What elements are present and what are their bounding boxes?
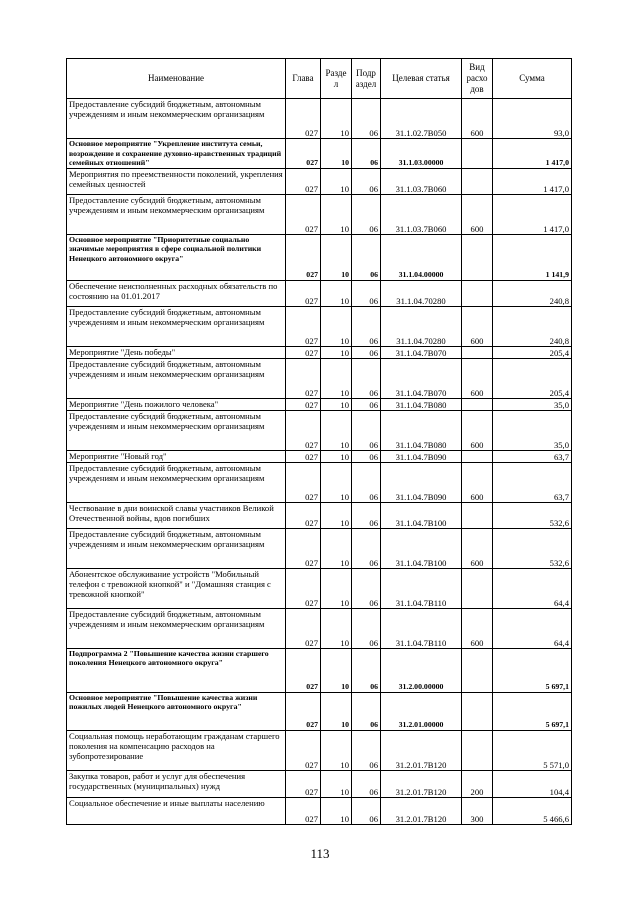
row-target: 31.1.04.7В090 [381, 450, 462, 462]
row-chapter: 027 [286, 410, 321, 450]
row-section: 10 [321, 139, 352, 169]
table-row [67, 358, 572, 398]
row-target: 31.1.04.70280 [381, 306, 462, 346]
table-row [67, 730, 572, 770]
table-row [67, 168, 572, 194]
row-chapter: 027 [286, 280, 321, 306]
row-sum: 5 697,1 [493, 692, 572, 730]
row-sum: 64,4 [493, 608, 572, 648]
row-chapter: 027 [286, 234, 321, 280]
table-row [67, 139, 572, 169]
row-kind [462, 692, 493, 730]
row-kind: 600 [462, 462, 493, 502]
row-name: Обеспечение неисполненных расходных обязательств по состоянию на 01.01.2017 [67, 280, 286, 306]
row-section: 10 [321, 692, 352, 730]
table-body [67, 99, 572, 825]
row-target: 31.1.04.7В080 [381, 410, 462, 450]
row-subsection: 06 [352, 648, 381, 692]
row-kind [462, 730, 493, 770]
row-sum: 1 141,9 [493, 234, 572, 280]
row-name: Основное мероприятие "Приоритетные социально значимые мероприятия в сфере социальной политики Ненецкого автономного округа" [67, 234, 286, 280]
header-sum: Сумма [493, 59, 572, 99]
table-row [67, 99, 572, 139]
row-sum: 5 466,6 [493, 797, 572, 824]
row-name: Предоставление субсидий бюджетным, автономным учреждениям и иным некоммерческим организациям [67, 99, 286, 139]
row-name: Социальное обеспечение и иные выплаты населению [67, 797, 286, 824]
table-row [67, 234, 572, 280]
row-kind: 600 [462, 306, 493, 346]
row-sum: 93,0 [493, 99, 572, 139]
row-sum: 35,0 [493, 398, 572, 410]
row-chapter: 027 [286, 502, 321, 528]
row-subsection: 06 [352, 692, 381, 730]
row-subsection: 06 [352, 608, 381, 648]
row-sum: 240,8 [493, 306, 572, 346]
row-target: 31.1.04.7В090 [381, 462, 462, 502]
row-name: Закупка товаров, работ и услуг для обеспечения государственных (муниципальных) нужд [67, 770, 286, 797]
row-target: 31.1.03.00000 [381, 139, 462, 169]
row-name: Предоставление субсидий бюджетным, автономным учреждениям и иным некоммерческим организациям [67, 194, 286, 234]
row-chapter: 027 [286, 770, 321, 797]
row-chapter: 027 [286, 692, 321, 730]
table-row [67, 797, 572, 824]
row-sum: 104,4 [493, 770, 572, 797]
row-chapter: 027 [286, 194, 321, 234]
row-kind: 600 [462, 99, 493, 139]
row-target: 31.1.04.7В100 [381, 502, 462, 528]
row-target: 31.1.04.7В110 [381, 568, 462, 608]
row-sum: 205,4 [493, 346, 572, 358]
row-chapter: 027 [286, 648, 321, 692]
row-target: 31.1.04.7В070 [381, 346, 462, 358]
row-kind [462, 168, 493, 194]
row-target: 31.1.04.70280 [381, 280, 462, 306]
row-sum: 205,4 [493, 358, 572, 398]
row-section: 10 [321, 168, 352, 194]
row-section: 10 [321, 410, 352, 450]
row-subsection: 06 [352, 358, 381, 398]
row-target: 31.1.02.7В050 [381, 99, 462, 139]
row-target: 31.1.04.7В110 [381, 608, 462, 648]
row-section: 10 [321, 797, 352, 824]
row-name: Мероприятие "День победы" [67, 346, 286, 358]
row-kind: 300 [462, 797, 493, 824]
row-name: Предоставление субсидий бюджетным, автономным учреждениям и иным некоммерческим организациям [67, 528, 286, 568]
row-sum: 1 417,0 [493, 194, 572, 234]
table-row [67, 280, 572, 306]
row-subsection: 06 [352, 139, 381, 169]
row-target: 31.1.03.7В060 [381, 194, 462, 234]
row-kind: 600 [462, 410, 493, 450]
row-kind [462, 502, 493, 528]
row-section: 10 [321, 608, 352, 648]
row-target: 31.1.03.7В060 [381, 168, 462, 194]
row-target: 31.2.01.7В120 [381, 730, 462, 770]
row-name: Предоставление субсидий бюджетным, автономным учреждениям и иным некоммерческим организациям [67, 358, 286, 398]
table-row [67, 568, 572, 608]
row-name: Основное мероприятие "Укрепление института семьи, возрождение и сохранение духовно-нравственных традиций семейных отношений" [67, 139, 286, 169]
row-section: 10 [321, 502, 352, 528]
row-subsection: 06 [352, 346, 381, 358]
row-kind: 600 [462, 528, 493, 568]
row-sum: 35,0 [493, 410, 572, 450]
row-kind [462, 398, 493, 410]
table-row [67, 194, 572, 234]
row-sum: 1 417,0 [493, 139, 572, 169]
row-chapter: 027 [286, 139, 321, 169]
header-kind: Вид расхо дов [462, 59, 493, 99]
row-section: 10 [321, 99, 352, 139]
row-sum: 240,8 [493, 280, 572, 306]
row-kind [462, 280, 493, 306]
row-chapter: 027 [286, 398, 321, 410]
header-name: Наименование [67, 59, 286, 99]
table-row [67, 528, 572, 568]
row-sum: 63,7 [493, 462, 572, 502]
row-kind [462, 139, 493, 169]
table-row [67, 692, 572, 730]
table-row [67, 502, 572, 528]
page-number: 113 [310, 846, 330, 861]
header-target: Целевая статья [381, 59, 462, 99]
row-subsection: 06 [352, 528, 381, 568]
row-section: 10 [321, 528, 352, 568]
row-chapter: 027 [286, 346, 321, 358]
row-name: Предоставление субсидий бюджетным, автономным учреждениям и иным некоммерческим организациям [67, 608, 286, 648]
row-kind: 600 [462, 608, 493, 648]
row-target: 31.1.04.00000 [381, 234, 462, 280]
row-subsection: 06 [352, 462, 381, 502]
row-name: Мероприятия по преемственности поколений, укрепления семейных ценностей [67, 168, 286, 194]
row-section: 10 [321, 194, 352, 234]
row-subsection: 06 [352, 99, 381, 139]
row-chapter: 027 [286, 450, 321, 462]
row-section: 10 [321, 358, 352, 398]
row-section: 10 [321, 648, 352, 692]
row-section: 10 [321, 770, 352, 797]
row-section: 10 [321, 450, 352, 462]
table-row [67, 346, 572, 358]
header-chapter: Глава [286, 59, 321, 99]
row-subsection: 06 [352, 770, 381, 797]
row-name: Абонентское обслуживание устройств "Мобильный телефон с тревожной кнопкой" и "Домашняя станция с тревожной кнопкой" [67, 568, 286, 608]
row-subsection: 06 [352, 502, 381, 528]
row-subsection: 06 [352, 410, 381, 450]
row-kind: 200 [462, 770, 493, 797]
row-kind: 600 [462, 194, 493, 234]
row-chapter: 027 [286, 797, 321, 824]
budget-table [66, 58, 572, 825]
row-name: Предоставление субсидий бюджетным, автономным учреждениям и иным некоммерческим организациям [67, 306, 286, 346]
table-row [67, 398, 572, 410]
row-kind [462, 568, 493, 608]
row-target: 31.2.01.7В120 [381, 797, 462, 824]
table-row [67, 608, 572, 648]
row-target: 31.2.01.7В120 [381, 770, 462, 797]
row-subsection: 06 [352, 280, 381, 306]
table-row [67, 462, 572, 502]
row-chapter: 027 [286, 306, 321, 346]
row-chapter: 027 [286, 608, 321, 648]
row-subsection: 06 [352, 306, 381, 346]
row-chapter: 027 [286, 568, 321, 608]
row-name: Мероприятие "День пожилого человека" [67, 398, 286, 410]
row-target: 31.2.01.00000 [381, 692, 462, 730]
row-section: 10 [321, 398, 352, 410]
row-subsection: 06 [352, 797, 381, 824]
row-kind [462, 450, 493, 462]
row-section: 10 [321, 730, 352, 770]
header-subsection: Подр аздел [352, 59, 381, 99]
row-section: 10 [321, 280, 352, 306]
table-row [67, 450, 572, 462]
header-section: Разде л [321, 59, 352, 99]
row-sum: 5 697,1 [493, 648, 572, 692]
row-name: Мероприятие "Новый год" [67, 450, 286, 462]
row-kind [462, 648, 493, 692]
row-chapter: 027 [286, 462, 321, 502]
row-sum: 532,6 [493, 502, 572, 528]
row-chapter: 027 [286, 99, 321, 139]
row-target: 31.1.04.7В070 [381, 358, 462, 398]
row-name: Социальная помощь неработающим гражданам старшего поколения на компенсацию расходов на зубопротезирование [67, 730, 286, 770]
row-chapter: 027 [286, 730, 321, 770]
table-row [67, 648, 572, 692]
row-name: Подпрограмма 2 "Повышение качества жизни старшего поколения Ненецкого автономного округа" [67, 648, 286, 692]
row-section: 10 [321, 306, 352, 346]
header-row [67, 59, 572, 99]
row-subsection: 06 [352, 234, 381, 280]
row-subsection: 06 [352, 168, 381, 194]
row-chapter: 027 [286, 528, 321, 568]
row-subsection: 06 [352, 194, 381, 234]
row-subsection: 06 [352, 450, 381, 462]
row-chapter: 027 [286, 168, 321, 194]
row-subsection: 06 [352, 730, 381, 770]
row-section: 10 [321, 462, 352, 502]
table-row [67, 306, 572, 346]
row-name: Основное мероприятие "Повышение качества жизни пожилых людей Ненецкого автономного округа" [67, 692, 286, 730]
row-name: Предоставление субсидий бюджетным, автономным учреждениям и иным некоммерческим организациям [67, 410, 286, 450]
row-section: 10 [321, 568, 352, 608]
row-target: 31.1.04.7В100 [381, 528, 462, 568]
row-sum: 1 417,0 [493, 168, 572, 194]
row-section: 10 [321, 346, 352, 358]
row-subsection: 06 [352, 568, 381, 608]
row-kind: 600 [462, 358, 493, 398]
row-sum: 63,7 [493, 450, 572, 462]
row-section: 10 [321, 234, 352, 280]
row-sum: 64,4 [493, 568, 572, 608]
row-chapter: 027 [286, 358, 321, 398]
table-row [67, 410, 572, 450]
row-target: 31.2.00.00000 [381, 648, 462, 692]
row-target: 31.1.04.7В080 [381, 398, 462, 410]
row-kind [462, 346, 493, 358]
row-subsection: 06 [352, 398, 381, 410]
row-name: Чествование в дни воинской славы участников Великой Отечественной войны, вдов погибших [67, 502, 286, 528]
row-sum: 5 571,0 [493, 730, 572, 770]
table-row [67, 770, 572, 797]
row-kind [462, 234, 493, 280]
row-sum: 532,6 [493, 528, 572, 568]
row-name: Предоставление субсидий бюджетным, автономным учреждениям и иным некоммерческим организациям [67, 462, 286, 502]
